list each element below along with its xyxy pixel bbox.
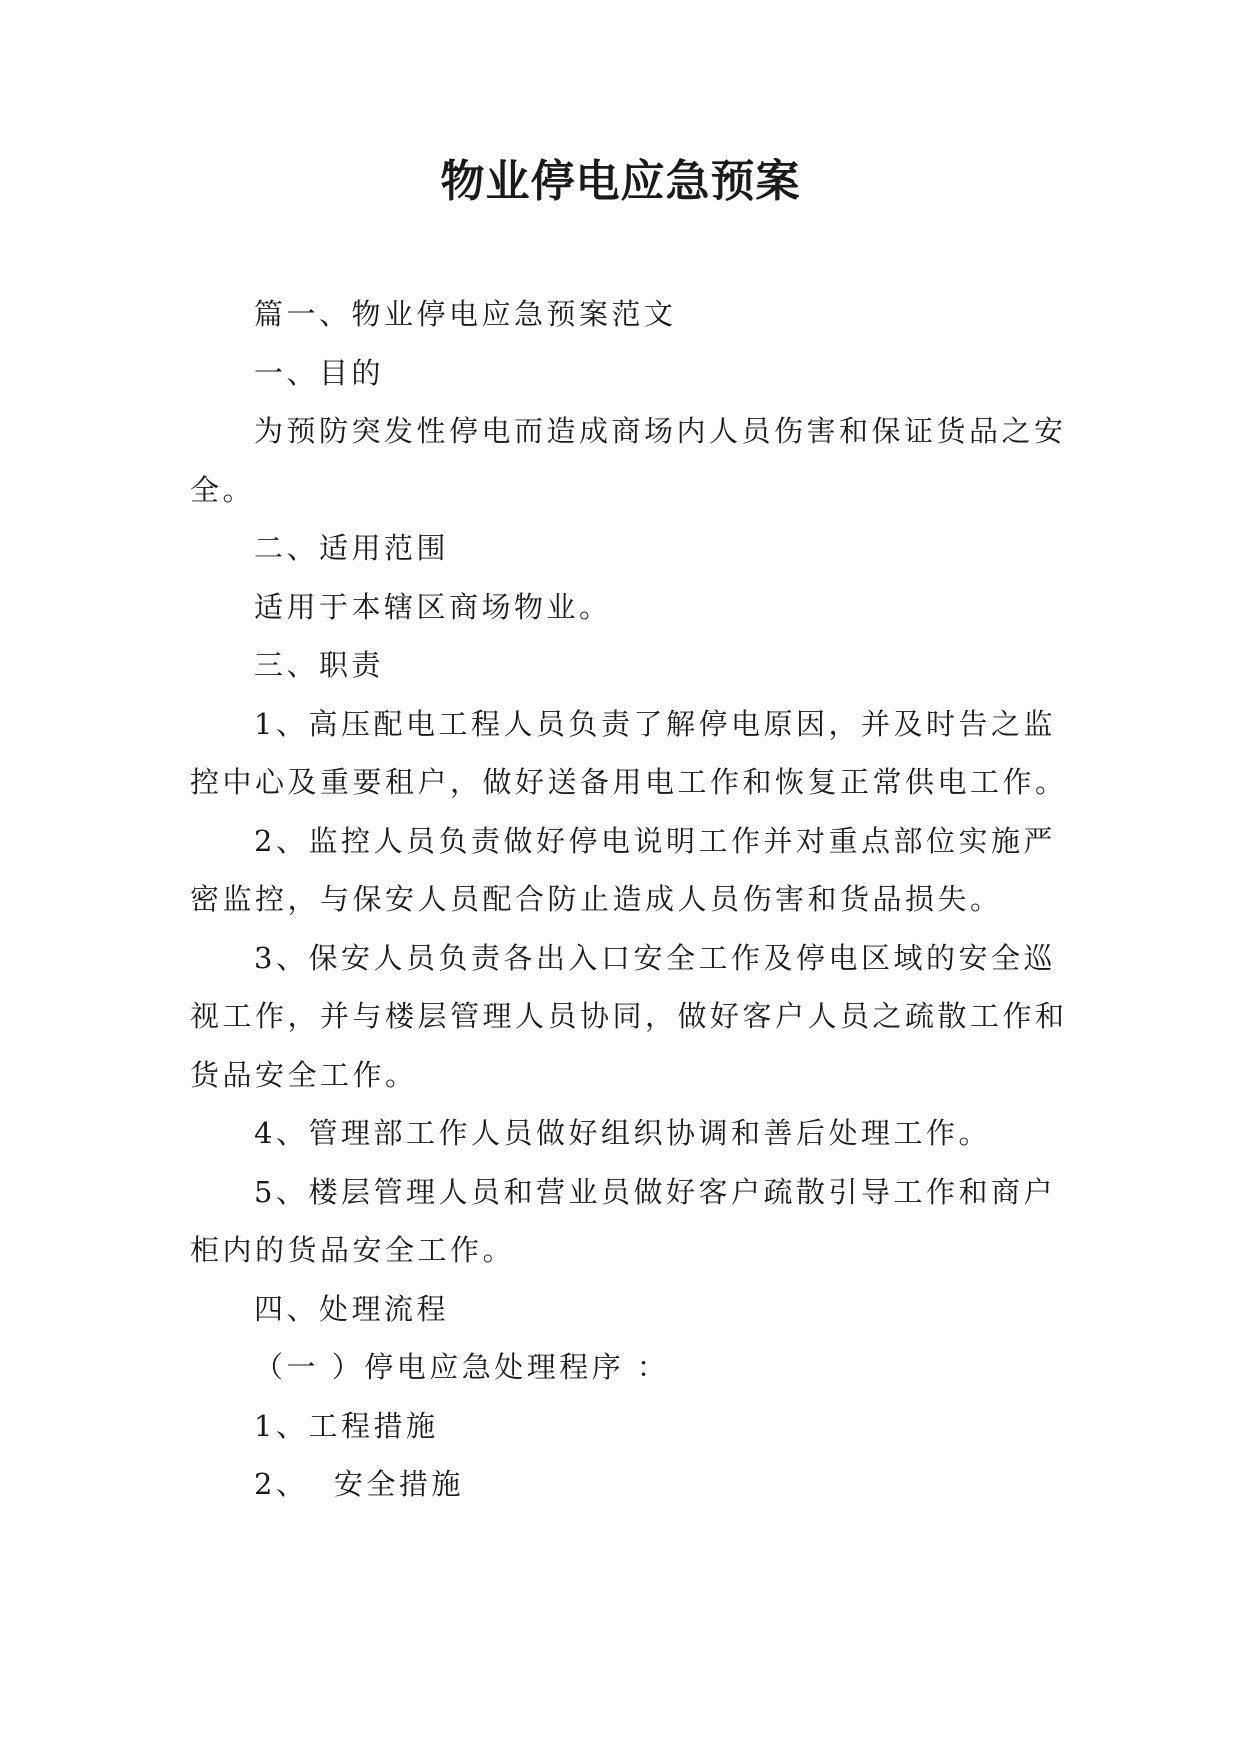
body-paragraph: 5、楼层管理人员和营业员做好客户疏散引导工作和商户柜内的货品安全工作。 [190,1174,1056,1267]
section-heading: 二、适用范围 [254,531,450,565]
section-heading: 篇一、物业停电应急预案范文 [254,297,677,331]
body-paragraph: 2、监控人员负责做好停电说明工作并对重点部位实施严密监控，与保安人员配合防止造成人员伤害和货品损失。 [190,823,1056,916]
body-paragraph: 适用于本辖区商场物业。 [254,589,612,624]
sub-heading: （一 ）停电应急处理程序 ： [254,1350,670,1384]
section-heading: 三、职责 [254,648,385,682]
document-body [190,285,1070,1514]
section-heading: 四、处理流程 [254,1291,450,1326]
section-heading: 一、目的 [254,355,385,390]
list-item: 2、 安全措施 [254,1467,464,1501]
list-item: 1、工程措施 [254,1408,439,1443]
body-paragraph: 1、高压配电工程人员负责了解停电原因，并及时告之监控中心及重要租户，做好送备用电工作和恢复正常供电工作。 [190,706,1068,799]
document-title: 物业停电应急预案 [440,156,801,207]
body-paragraph: 为预防突发性停电而造成商场内人员伤害和保证货品之安全。 [190,414,1067,507]
body-paragraph: 3、保安人员负责各出入口安全工作及停电区域的安全巡视工作，并与楼层管理人员协同，做好客户人员之疏散工作和货品安全工作。 [190,940,1068,1092]
body-paragraph: 4、管理部工作人员做好组织协调和善后处理工作。 [254,1116,991,1150]
